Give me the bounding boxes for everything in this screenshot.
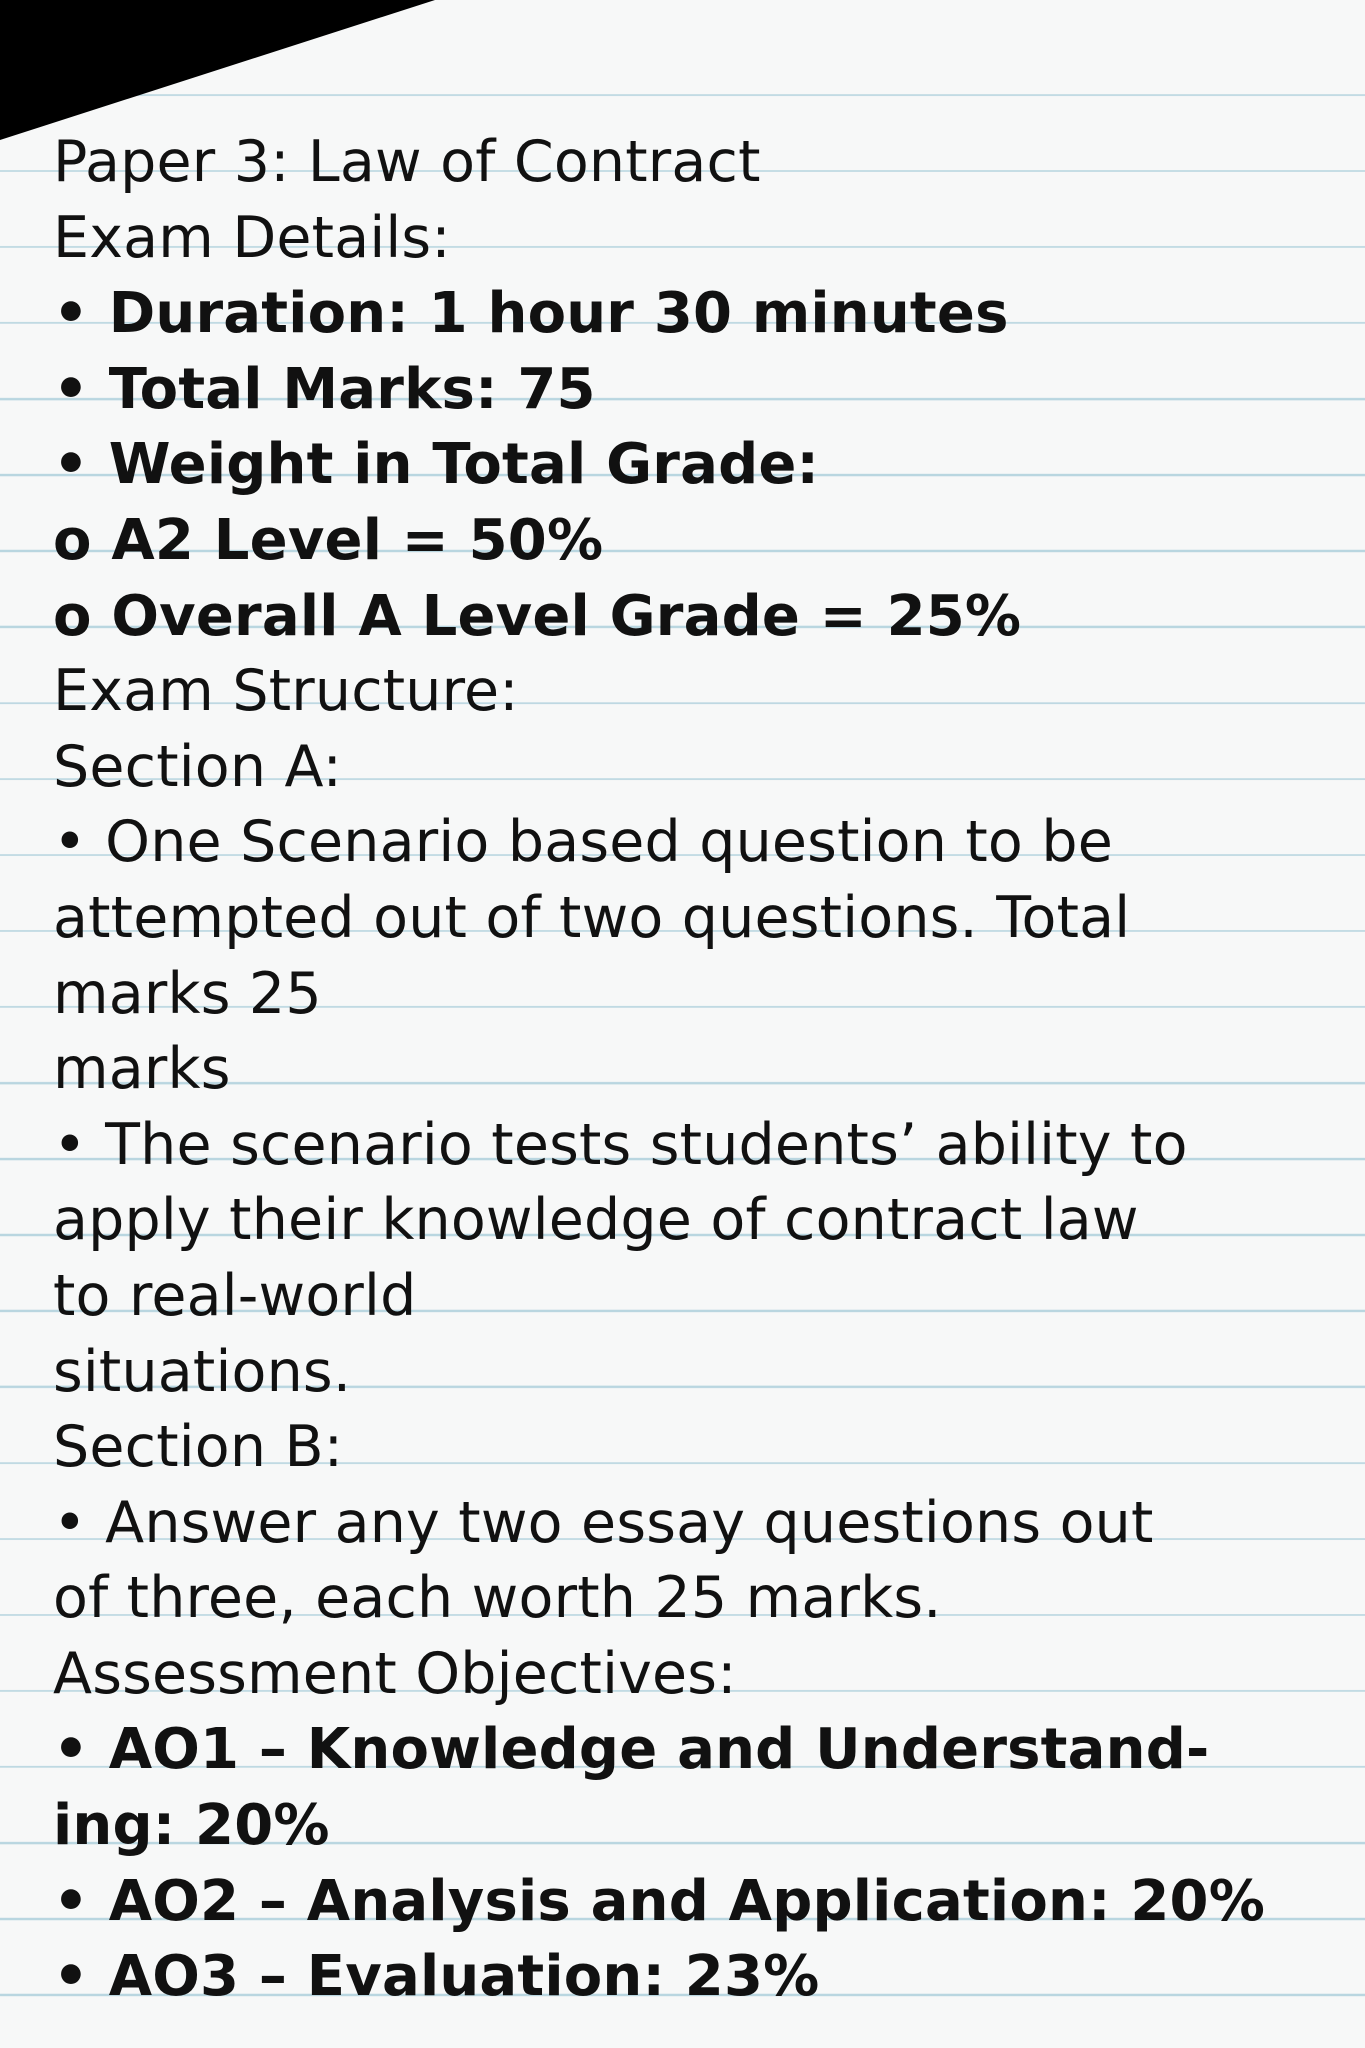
section-a-bullet1-line: marks 25 [53,960,322,1027]
section-b-heading: Section B: [53,1414,344,1481]
section-a-bullet1-line: marks [53,1036,231,1103]
exam-details-heading: Exam Details: [53,204,451,271]
notes-sheet [53,125,1313,2015]
section-b-bullet1-line: • Answer any two essay questions out [53,1489,1154,1556]
section-a-heading: Section A: [53,733,343,800]
section-a-bullet2-line: • The scenario tests students’ ability to [53,1111,1188,1178]
weight-a2-item: o A2 Level = 50% [53,507,604,573]
weight-overall-item: o Overall A Level Grade = 25% [53,583,1022,649]
ao3-item: • AO3 – Evaluation: 23% [53,1944,820,2010]
ao1-item-line: • AO1 – Knowledge and Understand- [53,1717,1210,1783]
duration-item: • Duration: 1 hour 30 minutes [53,281,1009,347]
section-b-bullet1-line: of three, each worth 25 marks. [53,1565,942,1632]
page-title: Paper 3: Law of Contract [53,129,761,195]
section-a-bullet1-line: • One Scenario based question to be [53,809,1113,876]
corner-triangle-decoration [0,0,435,140]
assessment-objectives-heading: Assessment Objectives: [53,1640,737,1707]
weight-heading-item: • Weight in Total Grade: [53,432,820,498]
ao1-item-line: ing: 20% [53,1793,330,1859]
section-a-bullet2-line: to real-world [53,1262,417,1329]
section-a-bullet2-line: situations. [53,1338,352,1405]
total-marks-item: • Total Marks: 75 [53,356,596,422]
section-a-bullet1-line: attempted out of two questions. Total [53,884,1131,951]
ao2-item: • AO2 – Analysis and Application: 20% [53,1868,1266,1934]
exam-structure-heading: Exam Structure: [53,658,519,725]
section-a-bullet2-line: apply their knowledge of contract law [53,1187,1139,1254]
